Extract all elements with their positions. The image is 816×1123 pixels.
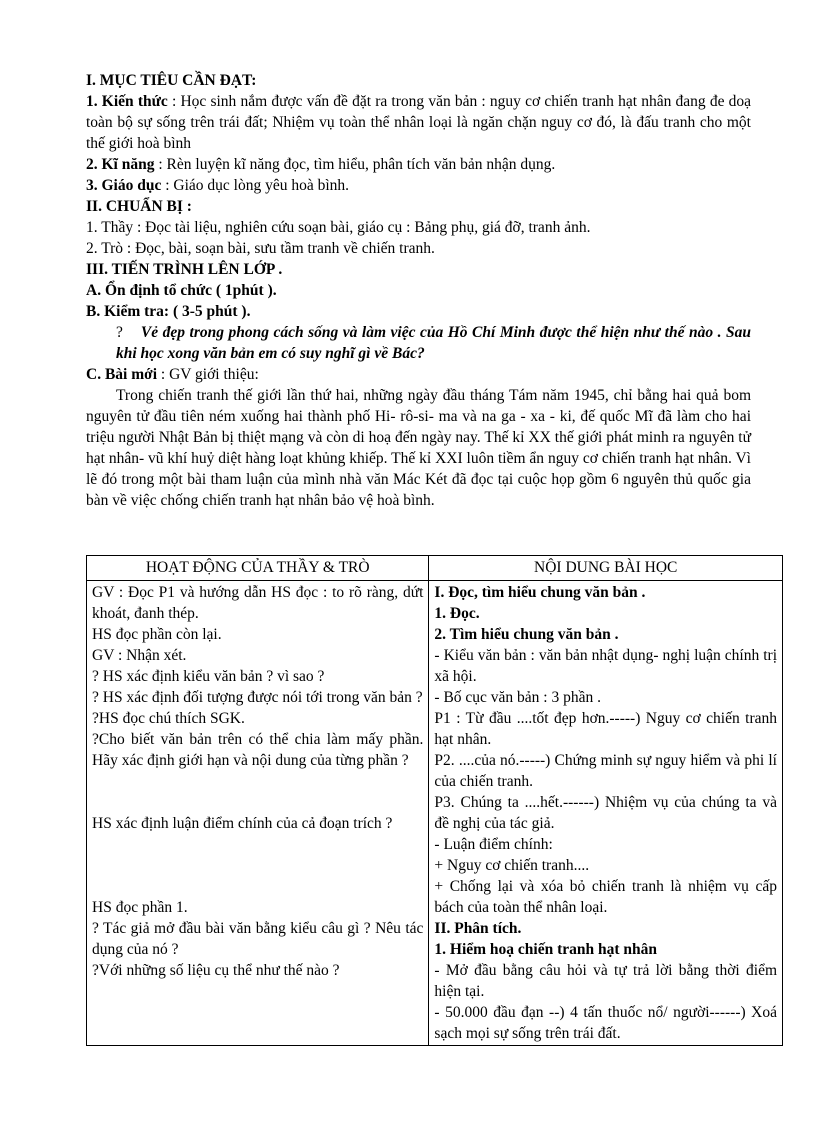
spacer	[92, 792, 423, 813]
left-line: ?Với những số liệu cụ thể như thế nào ?	[92, 962, 340, 979]
activities-cell	[87, 581, 429, 1046]
left-line: HS đọc phần 1.	[92, 899, 188, 916]
right-line: - Luận điểm chính:	[434, 836, 553, 853]
left-line: GV : Nhận xét.	[92, 647, 187, 664]
left-line: HS xác định luận điểm chính của cả đoạn trích ?	[92, 815, 393, 832]
right-line: P3. Chúng ta ....hết.------) Nhiệm vụ của chúng ta và đề nghị của tác giả.	[434, 794, 777, 832]
objective-education: 3. Giáo dục : Giáo dục lòng yêu hoà bình.	[86, 177, 350, 194]
right-line: P2. ....của nó.-----) Chứng minh sự nguy hiểm và phi lí của chiến tranh.	[434, 752, 777, 790]
left-line: ? HS xác định kiểu văn bản ? vì sao ?	[92, 668, 325, 685]
preparation-student: 2. Trò : Đọc, bài, soạn bài, sưu tầm tranh về chiến tranh.	[86, 240, 435, 257]
left-line: ? HS xác định đối tượng được nói tới trong văn bản ?	[92, 689, 423, 706]
spacer	[92, 771, 423, 792]
spacer	[92, 855, 423, 876]
right-line: 1. Hiểm hoạ chiến tranh hạt nhân	[434, 941, 658, 958]
procedure-a: A. Ổn định tổ chức ( 1phút ).	[86, 282, 277, 299]
section-title-preparation: II. CHUẨN BỊ :	[86, 198, 192, 215]
spacer	[92, 834, 423, 855]
left-line: GV : Đọc P1 và hướng dẫn HS đọc : to rõ ràng, dứt khoát, đanh thép.	[92, 584, 424, 622]
right-line: 2. Tìm hiểu chung văn bản .	[434, 626, 619, 643]
right-line: - Kiểu văn bản : văn bản nhật dụng- nghị luận chính trị xã hội.	[434, 647, 777, 685]
right-line: - 50.000 đầu đạn --) 4 tấn thuốc nổ/ người------) Xoá sạch mọi sự sống trên trái đất.	[434, 1004, 777, 1042]
preparation-teacher: 1. Thầy : Đọc tài liệu, nghiên cứu soạn bài, giáo cụ : Bảng phụ, giá đỡ, tranh ảnh.	[86, 219, 591, 236]
left-line: ? Tác giả mở đầu bài văn bằng kiểu câu gì ? Nêu tác dụng của nó ?	[92, 920, 424, 958]
right-line: - Bố cục văn bản : 3 phần .	[434, 689, 601, 706]
section-title-objectives: I. MỤC TIÊU CẦN ĐẠT:	[86, 72, 257, 89]
right-line: - Mở đầu bằng câu hỏi và tự trả lời bằng thời điểm hiện tại.	[434, 962, 777, 1000]
right-line: P1 : Từ đầu ....tốt đẹp hơn.-----) Nguy cơ chiến tranh hạt nhân.	[434, 710, 777, 748]
right-line: II. Phân tích.	[434, 920, 522, 937]
table-header-row	[87, 556, 783, 581]
procedure-b: B. Kiểm tra: ( 3-5 phút ).	[86, 303, 251, 320]
section-title-procedure: III. TIẾN TRÌNH LÊN LỚP .	[86, 261, 283, 278]
lesson-header-text	[86, 70, 751, 511]
right-line: + Nguy cơ chiến tranh....	[434, 857, 590, 874]
right-line: I. Đọc, tìm hiểu chung văn bản .	[434, 584, 646, 601]
header-content: NỘI DUNG BÀI HỌC	[429, 556, 783, 581]
left-line: ?Cho biết văn bản trên có thể chia làm mấy phần. Hãy xác định giới hạn và nội dung của từng phần ?	[92, 731, 424, 769]
procedure-c: C. Bài mới : GV giới thiệu:	[86, 366, 259, 383]
review-question: ? Vẻ đẹp trong phong cách sống và làm việc của Hồ Chí Minh được thể hiện như thế nào . Sau khi học xong văn bản em có suy nghĩ gì về Bác?	[116, 324, 751, 362]
left-line: ?HS đọc chú thích SGK.	[92, 710, 245, 727]
right-line: + Chống lại và xóa bỏ chiến tranh là nhiệm vụ cấp bách của toàn thể nhân loại.	[434, 878, 777, 916]
right-line: 1. Đọc.	[434, 605, 480, 622]
table-row	[87, 581, 783, 1046]
objective-knowledge: 1. Kiến thức : Học sinh nắm được vấn đề đặt ra trong văn bản : nguy cơ chiến tranh hạt nhân đang đe doạ toàn bộ sự sống trên trái đất; Nhiệm vụ toàn thể nhân loại là ngăn chặn nguy cơ đó, là đấu tranh cho một thế giới hoà bình	[86, 93, 751, 152]
objective-skills: 2. Kĩ năng : Rèn luyện kĩ năng đọc, tìm hiểu, phân tích văn bản nhận dụng.	[86, 156, 556, 173]
left-line: HS đọc phần còn lại.	[92, 626, 222, 643]
spacer	[92, 876, 423, 897]
lesson-table	[86, 555, 783, 1046]
intro-paragraph: Trong chiến tranh thế giới lần thứ hai, những ngày đầu tháng Tám năm 1945, chỉ bằng hai quả bom nguyên tử đầu tiên ném xuống hai thành phố Hi- rô-si- ma và na ga - xa - ki, đế quốc Mĩ đã làm cho hai triệu người Nhật Bản bị thiệt mạng và còn di hoạ đến ngày nay. Thế kỉ XX thế giới phát minh ra nguyên tử hạt nhân- vũ khí huỷ diệt hàng loạt khủng khiếp. Thế kỉ XXI luôn tiềm ẩn nguy cơ chiến tranh hạt nhân. Vì lẽ đó trong một bài tham luận của mình nhà văn Mác Két đã đọc tại cuộc họp gồm 6 nguyên thủ quốc gia bàn về việc chống chiến tranh hạt nhân bảo vệ hoà bình.	[86, 387, 751, 509]
header-activities: HOẠT ĐỘNG CỦA THẦY & TRÒ	[87, 556, 429, 581]
content-cell	[429, 581, 783, 1046]
